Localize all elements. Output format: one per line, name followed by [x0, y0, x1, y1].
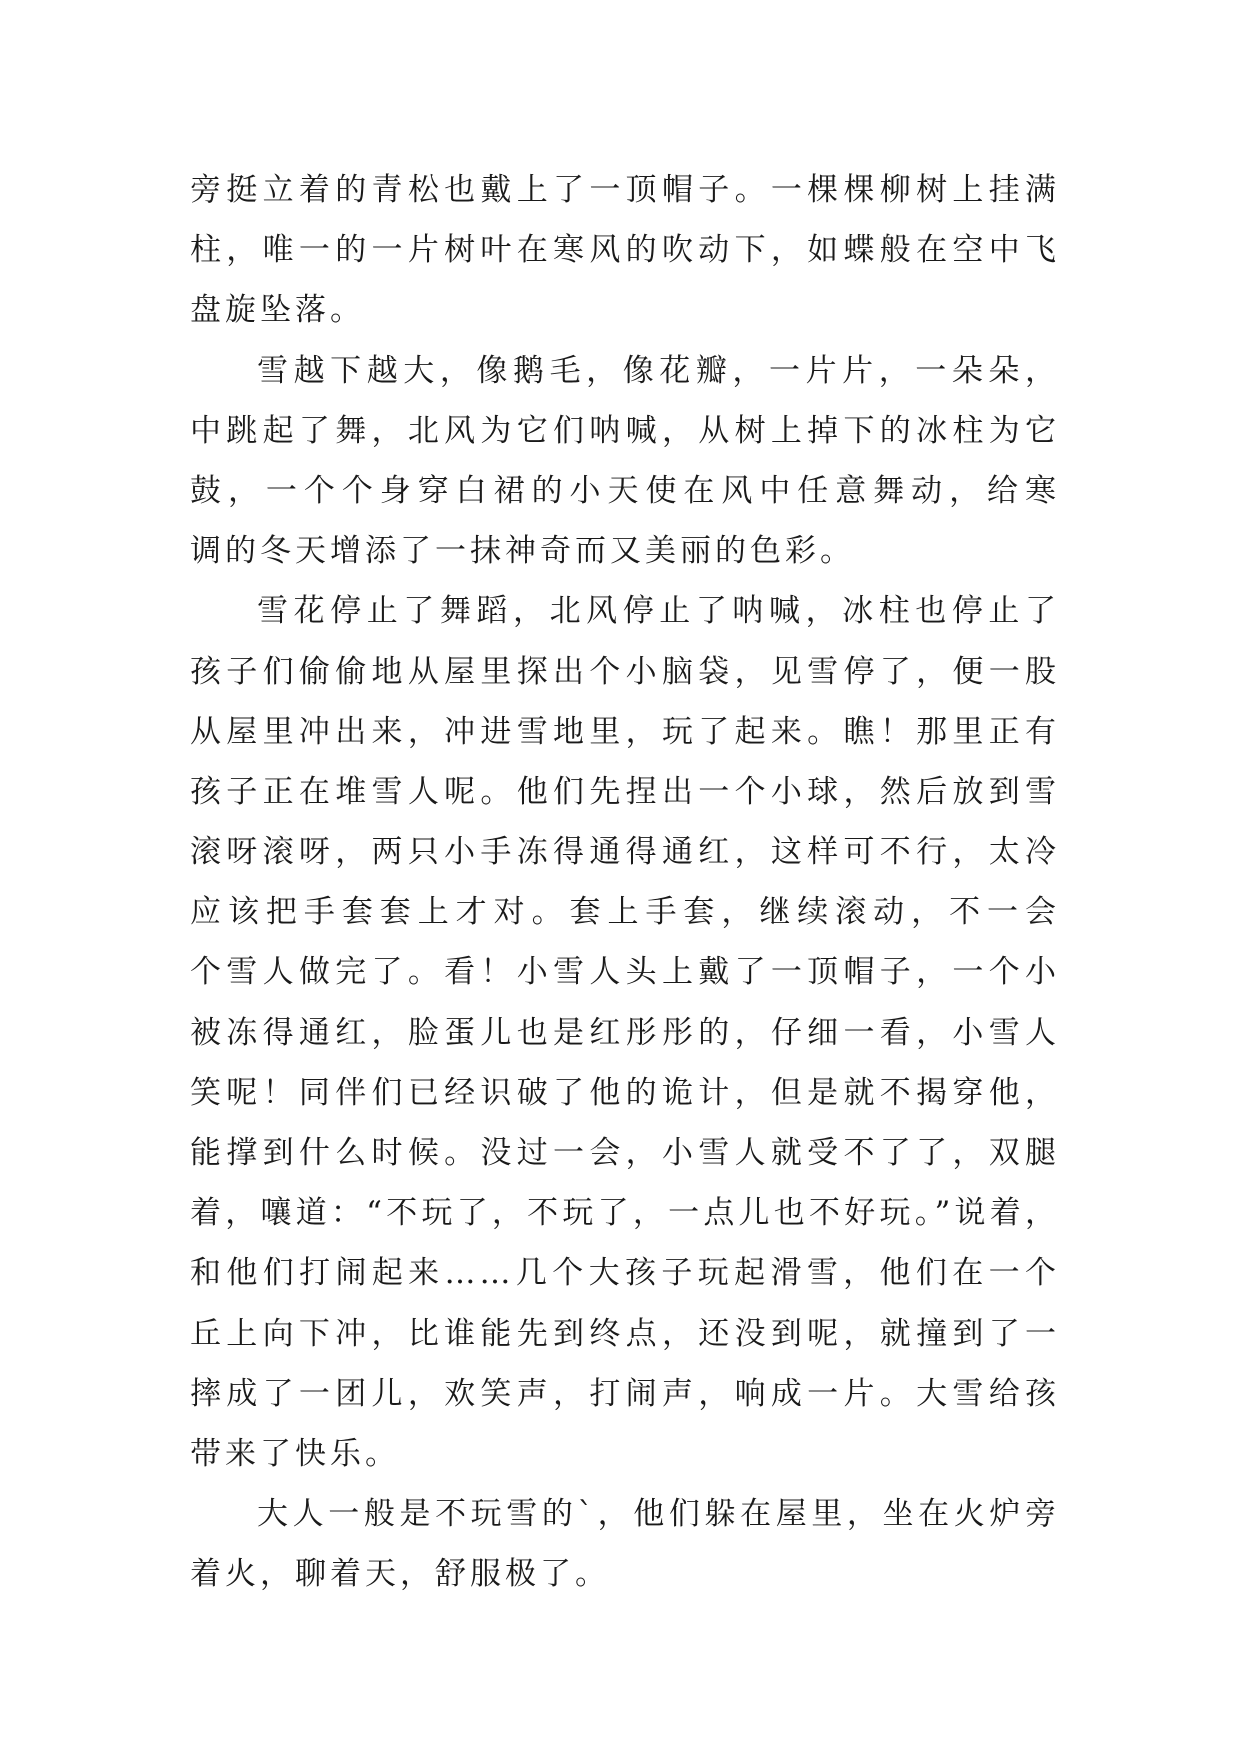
paragraph	[190, 581, 1060, 1484]
document-body	[190, 160, 1060, 1605]
text-line: 摔成了一团儿，欢笑声，打闹声，响成一片。大雪给孩	[190, 1375, 1060, 1412]
paragraph	[190, 341, 1060, 582]
paragraph	[190, 160, 1060, 341]
text-line: 个雪人做完了。看！小雪人头上戴了一顶帽子，一个小	[190, 954, 1060, 991]
text-line: 柱，唯一的一片树叶在寒风的吹动下，如蝶般在空中飞	[190, 232, 1060, 269]
text-line: 调的冬天增添了一抹神奇而又美丽的色彩。	[190, 533, 855, 570]
text-line: 雪越下越大，像鹅毛，像花瓣，一片片，一朵朵，	[257, 352, 1060, 389]
text-line: 滚呀滚呀，两只小手冻得通得通红，这样可不行，太冷	[190, 834, 1060, 871]
text-line: 鼓，一个个身穿白裙的小天使在风中任意舞动，给寒	[190, 472, 1060, 509]
paragraph	[190, 1484, 1060, 1604]
text-line: 盘旋坠落。	[190, 292, 365, 329]
text-line: 和他们打闹起来……几个大孩子玩起滑雪，他们在一个	[190, 1255, 1060, 1292]
text-line: 中跳起了舞，北风为它们呐喊，从树上掉下的冰柱为它	[190, 412, 1060, 449]
text-line: 笑呢！同伴们已经识破了他的诡计，但是就不揭穿他，	[190, 1074, 1060, 1111]
text-line: 能撑到什么时候。没过一会，小雪人就受不了了，双腿	[190, 1135, 1060, 1171]
text-line: 应该把手套套上才对。套上手套，继续滚动，不一会	[190, 894, 1060, 931]
text-line: 着火，聊着天，舒服极了。	[190, 1556, 610, 1593]
text-line: 大人一般是不玩雪的`，他们躲在屋里，坐在火炉旁	[257, 1496, 1060, 1533]
text-line: 被冻得通红，脸蛋儿也是红彤彤的，仔细一看，小雪人	[190, 1014, 1060, 1051]
text-line: 丘上向下冲，比谁能先到终点，还没到呢，就撞到了一	[190, 1315, 1060, 1352]
text-line: 着，嚷道：“不玩了，不玩了，一点儿也不好玩。”说着，	[190, 1195, 1060, 1232]
text-line: 带来了快乐。	[190, 1435, 400, 1472]
text-line: 孩子们偷偷地从屋里探出个小脑袋，见雪停了，便一股	[190, 653, 1060, 690]
text-line: 旁挺立着的青松也戴上了一顶帽子。一棵棵柳树上挂满	[190, 172, 1060, 208]
text-line: 从屋里冲出来，冲进雪地里，玩了起来。瞧！那里正有	[190, 713, 1060, 750]
text-line: 雪花停止了舞蹈，北风停止了呐喊，冰柱也停止了	[257, 593, 1060, 630]
text-line: 孩子正在堆雪人呢。他们先捏出一个小球，然后放到雪	[190, 773, 1060, 810]
